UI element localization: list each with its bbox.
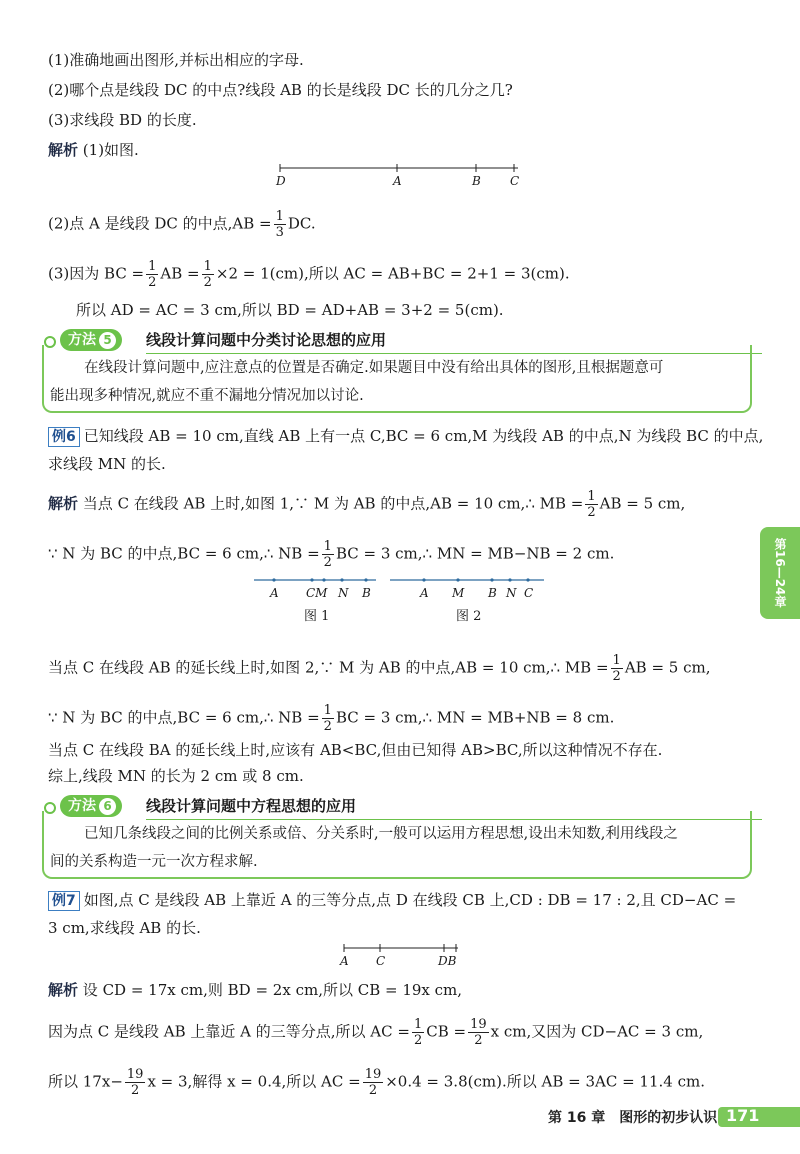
- example-7-line-1: [48, 889, 736, 911]
- text: (3)因为 BC =: [48, 264, 145, 283]
- solution-1-line-4: 所以 AD = AC = 3 cm,所以 BD = AD+AB = 3+2 = 5(cm).: [76, 301, 504, 319]
- solution-6-line-3: [48, 653, 711, 684]
- method-5-line-1: 在线段计算问题中,应注意点的位置是否确定.如果题目中没有给出具体的图形,且根据题意可: [84, 360, 664, 376]
- example-6-line-2: 求线段 MN 的长.: [48, 455, 166, 473]
- text: ∵ N 为 BC 的中点,BC = 6 cm,∴ NB =: [48, 708, 320, 727]
- figure-dabc: [270, 160, 530, 190]
- text: 当点 C 在线段 AB 上时,如图 1,∵ M 为 AB 的中点,AB = 10 cm,∴ MB =: [82, 494, 584, 513]
- text: BC = 3 cm,∴ MN = MB+NB = 8 cm.: [335, 708, 615, 727]
- text: ×2 = 1(cm),所以 AC = AB+BC = 2+1 = 3(cm).: [215, 264, 570, 283]
- label-c: C: [376, 954, 386, 968]
- solution-6-line-6: 综上,线段 MN 的长为 2 cm 或 8 cm.: [48, 767, 304, 785]
- method-6-line-1: 已知几条线段之间的比例关系或倍、分关系时,一般可以运用方程思想,设出未知数,利用线段之: [84, 826, 678, 842]
- text: AB = 5 cm,: [624, 658, 711, 677]
- text: BC = 3 cm,∴ MN = MB−NB = 2 cm.: [335, 544, 615, 563]
- label-a: A: [270, 586, 279, 600]
- method-tag: 方法 5: [60, 329, 122, 351]
- figure-acdb: [336, 940, 466, 970]
- label-b: B: [362, 586, 371, 600]
- label-b: B: [488, 586, 497, 600]
- fraction: $\frac{1}{2}$: [413, 1017, 423, 1048]
- text: x = 3,解得 x = 0.4,所以 AC =: [147, 1072, 361, 1091]
- text: (2)点 A 是线段 DC 的中点,AB =: [48, 214, 272, 233]
- example-6-line-1: [48, 425, 763, 447]
- example-tag: 例6: [48, 427, 80, 447]
- fraction: $\frac{1}{2}$: [203, 259, 212, 290]
- text: 已知线段 AB = 10 cm,直线 AB 上有一点 C,BC = 6 cm,M 为线段 AB 的中点,N 为线段 BC 的中点,: [83, 427, 764, 445]
- question-1: (1)准确地画出图形,并标出相应的字母.: [48, 51, 304, 69]
- figure-2: [386, 572, 548, 632]
- solution-7-line-1: [48, 979, 462, 1001]
- label-a: A: [420, 586, 429, 600]
- page-number: 171: [726, 1106, 760, 1125]
- method-tag: 方法 6: [60, 795, 122, 817]
- example-tag: 例7: [48, 891, 80, 911]
- text: 如图,点 C 是线段 AB 上靠近 A 的三等分点,点 D 在线段 CB 上,CD : DB = 17 : 2,且 CD−AC =: [83, 891, 737, 909]
- text: ×0.4 = 3.8(cm).所以 AB = 3AC = 11.4 cm.: [385, 1072, 705, 1091]
- solution-7-line-2: [48, 1017, 703, 1048]
- question-3: (3)求线段 BD 的长度.: [48, 111, 197, 129]
- label-b: B: [472, 174, 481, 188]
- label-db: DB: [438, 954, 457, 968]
- method-title: 线段计算问题中方程思想的应用: [146, 797, 357, 815]
- analysis-label: 解析: [48, 141, 79, 159]
- solution-6-line-4: [48, 703, 614, 734]
- text: CB =: [426, 1022, 467, 1041]
- label-n: N: [506, 586, 517, 600]
- fraction: $\frac{1}{2}$: [323, 539, 332, 570]
- fraction: $\frac{1}{2}$: [148, 259, 157, 290]
- figure-2-caption: 图 2: [456, 609, 482, 624]
- analysis-label: 解析: [48, 494, 79, 513]
- figure-1-caption: 图 1: [304, 609, 330, 624]
- solution-1-text: (1)如图.: [82, 141, 139, 159]
- analysis-label: 解析: [48, 981, 79, 999]
- text: AB = 5 cm,: [599, 494, 686, 513]
- fraction: $\frac{19}{2}$: [364, 1067, 382, 1098]
- fraction: $\frac{19}{2}$: [126, 1067, 144, 1098]
- example-7-line-2: 3 cm,求线段 AB 的长.: [48, 919, 201, 937]
- solution-6-line-5: 当点 C 在线段 BA 的延长线上时,应该有 AB<BC,但由已知得 AB>BC,所以这种情况不存在.: [48, 741, 663, 759]
- solution-1-line-1: [48, 139, 139, 161]
- label-cm: CM: [306, 586, 328, 600]
- method-5-line-2: 能出现多种情况,就应不重不漏地分情况加以讨论.: [50, 388, 364, 404]
- text: 所以 17x−: [48, 1072, 123, 1091]
- fraction: $\frac{1}{2}$: [612, 653, 621, 684]
- label-c: C: [510, 174, 520, 188]
- fraction: $\frac{19}{2}$: [470, 1017, 487, 1048]
- footer-chapter: 第 16 章 图形的初步认识: [548, 1110, 718, 1126]
- label-a: A: [340, 954, 349, 968]
- text: DC.: [287, 214, 316, 233]
- solution-7-line-3: [48, 1067, 705, 1098]
- label-n: N: [338, 586, 349, 600]
- fraction: $\frac{1}{3}$: [275, 209, 284, 240]
- text: 因为点 C 是线段 AB 上靠近 A 的三等分点,所以 AC =: [48, 1022, 410, 1041]
- text: 当点 C 在线段 AB 的延长线上时,如图 2,∵ M 为 AB 的中点,AB = 10 cm,∴ MB =: [48, 658, 609, 677]
- solution-1-line-3: [48, 259, 570, 290]
- solution-6-line-1: [48, 489, 685, 520]
- text: 设 CD = 17x cm,则 BD = 2x cm,所以 CB = 19x cm,: [82, 981, 463, 999]
- question-2: (2)哪个点是线段 DC 的中点?线段 AB 的长是线段 DC 长的几分之几?: [48, 81, 513, 99]
- solution-6-line-2: [48, 539, 614, 570]
- label-d: D: [276, 174, 286, 188]
- text: AB =: [160, 264, 200, 283]
- method-6-line-2: 间的关系构造一元一次方程求解.: [50, 854, 258, 870]
- solution-1-line-2: [48, 209, 316, 240]
- label-c: C: [524, 586, 534, 600]
- text: ∵ N 为 BC 的中点,BC = 6 cm,∴ NB =: [48, 544, 320, 563]
- method-title: 线段计算问题中分类讨论思想的应用: [146, 331, 387, 349]
- fraction: $\frac{1}{2}$: [323, 703, 332, 734]
- figure-1: [250, 572, 380, 632]
- label-m: M: [452, 586, 465, 600]
- chapter-side-tab: 第16—24章: [760, 527, 800, 619]
- fraction: $\frac{1}{2}$: [587, 489, 596, 520]
- text: x cm,又因为 CD−AC = 3 cm,: [490, 1022, 704, 1041]
- label-a: A: [393, 174, 402, 188]
